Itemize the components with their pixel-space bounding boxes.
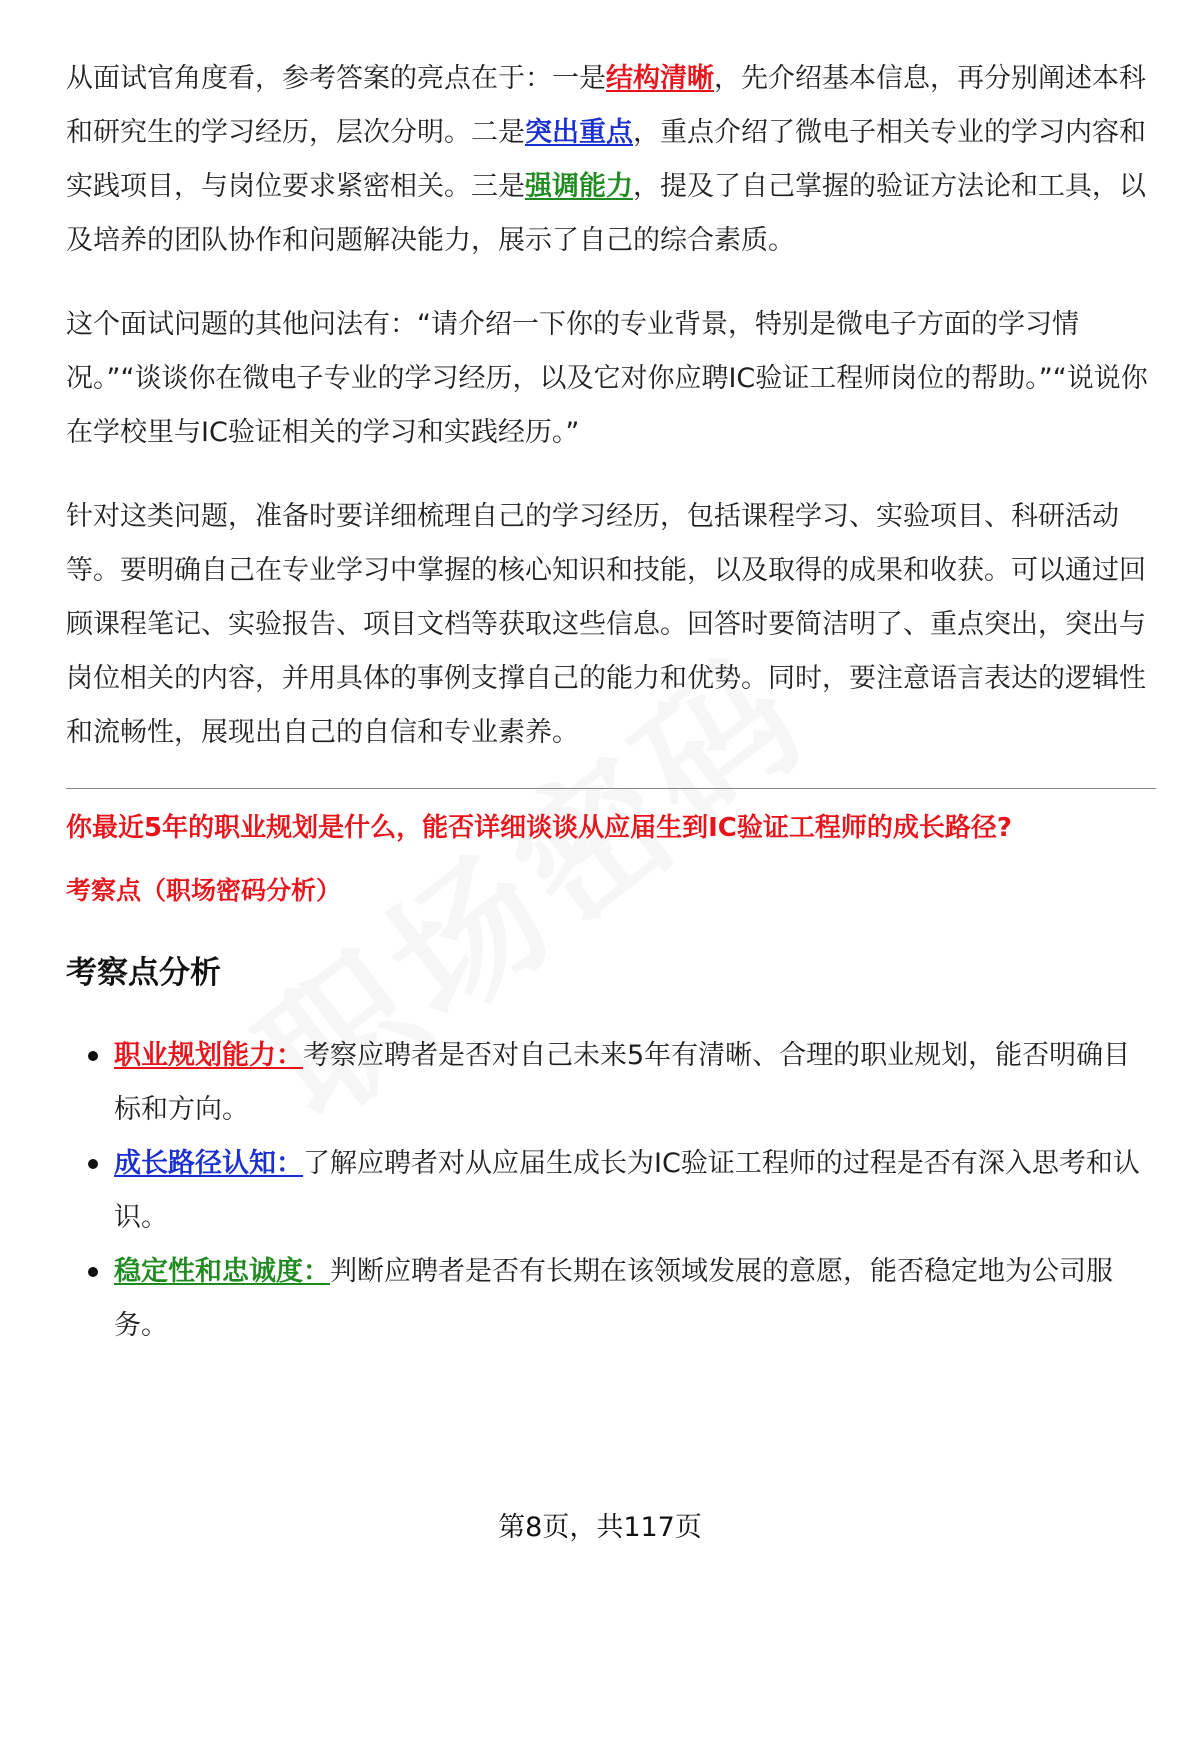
bullet-dot-icon	[88, 1159, 98, 1169]
highlight-focus: 突出重点	[525, 117, 633, 148]
list-item	[66, 1137, 1156, 1245]
assessment-list	[66, 1029, 1156, 1353]
section-divider	[66, 788, 1156, 789]
paragraph-text: 从面试官角度看，参考答案的亮点在于：一是	[66, 63, 606, 94]
list-item-text: 考察应聘者是否对自己未来5年有清晰、合理的职业规划，能否明确目标和方向。	[114, 1040, 1131, 1125]
paragraph-text: ，先介绍基本信息，再分别阐述本科和研究生的学习经历，层次分明。二是	[66, 63, 1146, 148]
list-item-label: 稳定性和忠诚度：	[114, 1256, 330, 1287]
list-item-text: 判断应聘者是否有长期在该领域发展的意愿，能否稳定地为公司服务。	[114, 1256, 1113, 1341]
paragraph-other-questions: 这个面试问题的其他问法有：“请介绍一下你的专业背景，特别是微电子方面的学习情况。”“谈谈你在微电子专业的学习经历，以及它对你应聘IC验证工程师岗位的帮助。”“说说你在学校里与IC验证相关的学习和实践经历。”	[66, 309, 1148, 448]
bullet-dot-icon	[88, 1051, 98, 1061]
assessment-subheading: 考察点（职场密码分析）	[66, 876, 342, 905]
paragraph-text: ，重点介绍了微电子相关专业的学习内容和实践项目，与岗位要求紧密相关。三是	[66, 117, 1146, 202]
paragraph-highlights	[66, 52, 1156, 268]
list-item	[66, 1245, 1156, 1353]
section-title: 考察点分析	[66, 955, 221, 991]
highlight-structure: 结构清晰	[606, 63, 714, 94]
paragraph-preparation: 针对这类问题，准备时要详细梳理自己的学习经历，包括课程学习、实验项目、科研活动等。要明确自己在专业学习中掌握的核心知识和技能，以及取得的成果和收获。可以通过回顾课程笔记、实验报告、项目文档等获取这些信息。回答时要简洁明了、重点突出，突出与岗位相关的内容，并用具体的事例支撑自己的能力和优势。同时，要注意语言表达的逻辑性和流畅性，展现出自己的自信和专业素养。	[66, 501, 1146, 748]
list-item-text: 了解应聘者对从应届生成长为IC验证工程师的过程是否有深入思考和认识。	[114, 1148, 1140, 1233]
list-item-label: 职业规划能力：	[114, 1040, 303, 1071]
highlight-ability: 强调能力	[525, 171, 633, 202]
page-footer: 第8页，共117页	[498, 1512, 702, 1543]
interview-question: 你最近5年的职业规划是什么，能否详细谈谈从应届生到IC验证工程师的成长路径?	[66, 813, 1012, 843]
paragraph-text: ，提及了自己掌握的验证方法论和工具，以及培养的团队协作和问题解决能力，展示了自己的综合素质。	[66, 171, 1146, 256]
list-item-label: 成长路径认知：	[114, 1148, 303, 1179]
bullet-dot-icon	[88, 1267, 98, 1277]
page-content	[66, 52, 1156, 1353]
list-item	[66, 1029, 1156, 1137]
